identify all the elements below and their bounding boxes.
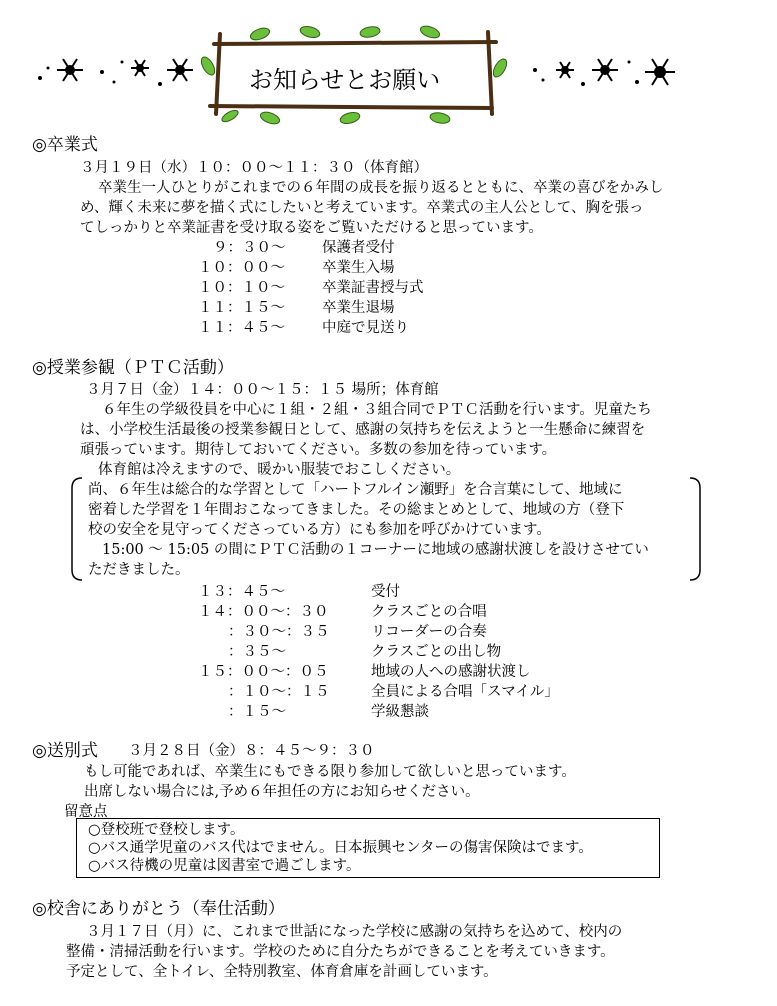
service-heading: ◎校舎にありがとう（奉仕活動）: [32, 899, 285, 919]
snowflake-cluster-right-icon: [525, 48, 685, 98]
graduation-body-line: め、輝く未来に夢を描く式にしたいと考えています。卒業式の主人公として、胸を張っ: [80, 200, 644, 216]
page-title: お知らせとお願い: [249, 66, 441, 94]
service-body-line: 整備・清掃活動を行います。学校のために自分たちができることを考えていきます。: [66, 944, 615, 960]
farewell-note-item: ○バス通学児童のバス代はでません。日本振興センターの傷害保険はでます。: [88, 840, 593, 856]
service-body-line: ３月１７日（月）に、これまで世話になった学校に感謝の気持ちを込めて、校内の: [86, 924, 623, 940]
visit-schedule-event: 学級懇談: [371, 704, 429, 720]
visit-note-line: 密着した学習を１年間おこなってきました。その総まとめとして、地域の方（登下: [88, 502, 625, 518]
visit-schedule-event: クラスごとの合唱: [371, 604, 487, 620]
graduation-schedule-time: １１：４５〜: [198, 320, 285, 336]
graduation-schedule-time: １０：１０〜: [198, 280, 285, 296]
snowflake-cluster-left-icon: [30, 48, 190, 98]
graduation-date: ３月１９日（水）１０：００〜１１：３０（体育館）: [80, 160, 428, 176]
farewell-body-line: 出席しない場合には,予め６年担任の方にお知らせください。: [84, 784, 480, 800]
graduation-schedule-event: 卒業生退場: [322, 300, 395, 316]
visit-schedule-time: １３：４５〜: [198, 584, 285, 600]
visit-schedule-time: ：１０〜：１５: [228, 684, 330, 700]
farewell-body-line: もし可能であれば、卒業生にもできる限り参加して欲しいと思っています。: [84, 764, 576, 780]
farewell-heading: ◎送別式: [32, 741, 98, 761]
visit-schedule-event: 地域の人への感謝状渡し: [371, 664, 531, 680]
visit-schedule-time: １５：００〜：０５: [198, 664, 329, 680]
visit-schedule-time: １４：００〜：３０: [198, 604, 329, 620]
farewell-notes-label: 留意点: [64, 804, 108, 820]
visit-schedule-event: 受付: [371, 584, 400, 600]
visit-schedule-time: ：１５〜: [228, 704, 286, 720]
farewell-note-item: ○バス待機の児童は図書室で過ごします。: [88, 858, 361, 874]
visit-heading: ◎授業参観（ＰＴＣ活動）: [32, 358, 234, 378]
graduation-body-line: 卒業生一人ひとりがこれまでの６年間の成長を振り返るとともに、卒業の喜びをかみし: [98, 180, 664, 196]
visit-body-line: 頑張っています。期待しておいてください。多数の参加を待っています。: [80, 442, 557, 458]
visit-schedule-event: 全員による合唱「スマイル」: [371, 684, 559, 700]
visit-schedule-event: リコーダーの合奏: [371, 624, 487, 640]
service-body-line: 予定として、全トイレ、全特別教室、体育倉庫を計画しています。: [66, 964, 498, 980]
farewell-date: ３月２８日（金）８：４５〜９：３０: [128, 743, 375, 759]
visit-schedule-time: ：３０〜：３５: [228, 624, 330, 640]
visit-note-line: 尚、６年生は総合的な学習として「ハートフルイン瀬野」を合言葉にして、地域に: [88, 482, 623, 498]
graduation-body-line: てしっかりと卒業証書を受け取る姿をご覧いただけると思っています。: [80, 220, 543, 236]
visit-schedule-event: クラスごとの出し物: [371, 644, 502, 660]
graduation-schedule-event: 中庭で見送り: [322, 320, 409, 336]
visit-note-line: 15:00 〜 15:05 の間にＰＴＣ活動の１コーナーに地域の感謝状渡しを設けさせてい: [102, 542, 649, 558]
visit-date: ３月７日（金）１４：００〜１５：１５ 場所；体育館: [86, 382, 439, 398]
visit-body-line: 体育館は冷えますので、暖かい服装でおこしください。: [98, 462, 461, 478]
graduation-schedule-time: ９：３０〜: [213, 240, 286, 256]
graduation-schedule-event: 卒業生入場: [322, 260, 395, 276]
visit-note-line: 校の安全を見守ってくださっている方）にも参加を呼びかけています。: [88, 522, 551, 538]
visit-schedule-time: ：３５〜: [228, 644, 286, 660]
graduation-schedule-event: 卒業証書授与式: [322, 280, 424, 296]
graduation-schedule-event: 保護者受付: [322, 240, 395, 256]
graduation-heading: ◎卒業式: [32, 135, 98, 155]
graduation-schedule-time: １０：００〜: [198, 260, 285, 276]
visit-body-line: ６年生の学級役員を中心に１組・２組・３組合同でＰＴＣ活動を行います。児童たち: [102, 402, 652, 418]
visit-body-line: は、小学校生活最後の授業参観日として、感謝の気持ちを伝えようと一生懸命に練習を: [80, 422, 646, 438]
farewell-note-item: ○登校班で登校します。: [88, 822, 245, 838]
visit-note-line: ただきました。: [88, 562, 190, 578]
graduation-schedule-time: １１：１５〜: [198, 300, 285, 316]
